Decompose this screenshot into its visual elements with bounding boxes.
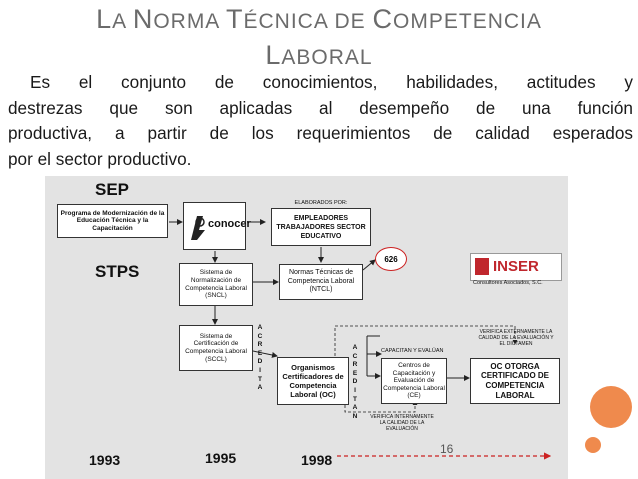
capacitan-label: CAPACITAN Y EVALÚAN — [381, 348, 444, 354]
acreditan-vertical-label — [351, 344, 359, 421]
acredita-letter: I — [259, 366, 261, 374]
sep-label: SEP — [95, 180, 130, 199]
definition-paragraph — [8, 70, 633, 172]
slide-title-line-1: LA NORMA TÉCNICA DE COMPETENCIA — [96, 4, 542, 34]
acredita-letter: E — [257, 349, 263, 357]
conocer-emblem-icon — [187, 212, 209, 242]
competency-flow-diagram — [45, 176, 568, 479]
acredita-letter: D — [257, 358, 263, 366]
oc-otorga-text: OC OTORGA CERTIFICADO DE COMPETENCIA LABORAL — [481, 361, 549, 400]
badge-626-text: 626 — [384, 254, 398, 264]
acredita-letter: T — [258, 375, 262, 383]
sncl-box — [179, 263, 253, 306]
elaborados-por-label: ELABORADOS POR: — [294, 200, 348, 206]
ce-text: Centros de Capacitación y Evaluación de Competencia Laboral (CE) — [383, 362, 445, 400]
acreditan-letter: A — [352, 404, 358, 412]
acredita-letter: C — [257, 332, 263, 340]
decor-circle-small — [585, 437, 601, 453]
ntcl-text: Normas Técnicas de Competencia Laboral (NTCL) — [287, 269, 355, 294]
year-1993: 1993 — [89, 452, 121, 468]
acreditan-letter: N — [352, 412, 358, 420]
paragraph-line: productiva, a partir de los requerimientos de calidad esperados — [8, 123, 633, 143]
oc-text: Organismos Certificadores de Competencia Laboral (OC) — [282, 363, 344, 399]
acreditan-letter: C — [352, 352, 358, 360]
year-1998: 1998 — [301, 452, 333, 468]
sncl-text: Sistema de Normalización de Competencia Laboral (SNCL) — [185, 269, 247, 300]
programa-text: Programa de Modernización de la Educación Técnica y la Capacitación — [60, 209, 165, 232]
acredita-vertical-label — [256, 324, 264, 393]
sccl-text: Sistema de Certificación de Competencia Laboral (SCCL) — [185, 332, 247, 363]
empleadores-text: EMPLEADORES TRABAJADORES SECTOR EDUCATIVO — [276, 214, 366, 240]
acredita-letter: R — [257, 341, 263, 349]
paragraph-line: destrezas que son aplicadas al desempeño de una función — [8, 97, 633, 118]
inser-subtitle: Consultores Asociados, S.C. — [473, 280, 543, 286]
slide-title-line-2: LABORAL — [265, 40, 373, 70]
sccl-box — [179, 325, 253, 371]
empleadores-box — [271, 208, 371, 246]
badge-626 — [375, 247, 407, 271]
acreditan-letter: T — [353, 395, 357, 403]
ntcl-box — [279, 264, 363, 300]
oc-box — [277, 357, 349, 405]
verifica-externamente-label: VERIFICA EXTERNAMENTE LA CALIDAD DE LA EVALUACIÓN Y EL DICTAMEN — [478, 329, 554, 347]
acreditan-letter: I — [354, 386, 356, 394]
page-number: 16 — [440, 442, 454, 456]
acreditan-letter: R — [352, 361, 358, 369]
inser-wordmark: INSER — [493, 258, 539, 275]
year-1995: 1995 — [205, 450, 237, 466]
acredita-letter: A — [257, 384, 263, 392]
programa-modernizacion-box — [57, 204, 168, 238]
conocer-logo — [183, 202, 251, 250]
inser-emblem-icon — [475, 258, 489, 275]
paragraph-line: por el sector productivo. — [8, 148, 192, 169]
conocer-wordmark: conocer — [208, 218, 251, 230]
inser-logo — [470, 253, 562, 281]
stps-label: STPS — [95, 262, 140, 281]
acredita-letter: A — [257, 324, 263, 331]
decor-circle-large — [590, 386, 632, 428]
oc-otorga-box — [470, 358, 560, 404]
verifica-internamente-label: VERIFICA INTERNAMENTE LA CALIDAD DE LA EVALUACIÓN — [370, 414, 434, 432]
paragraph-line: Es el conjunto de conocimientos, habilidades, actitudes y — [30, 72, 633, 92]
acreditan-letter: D — [352, 378, 358, 386]
acreditan-letter: E — [352, 369, 358, 377]
acreditan-letter: A — [352, 344, 358, 351]
ce-box — [381, 358, 447, 404]
